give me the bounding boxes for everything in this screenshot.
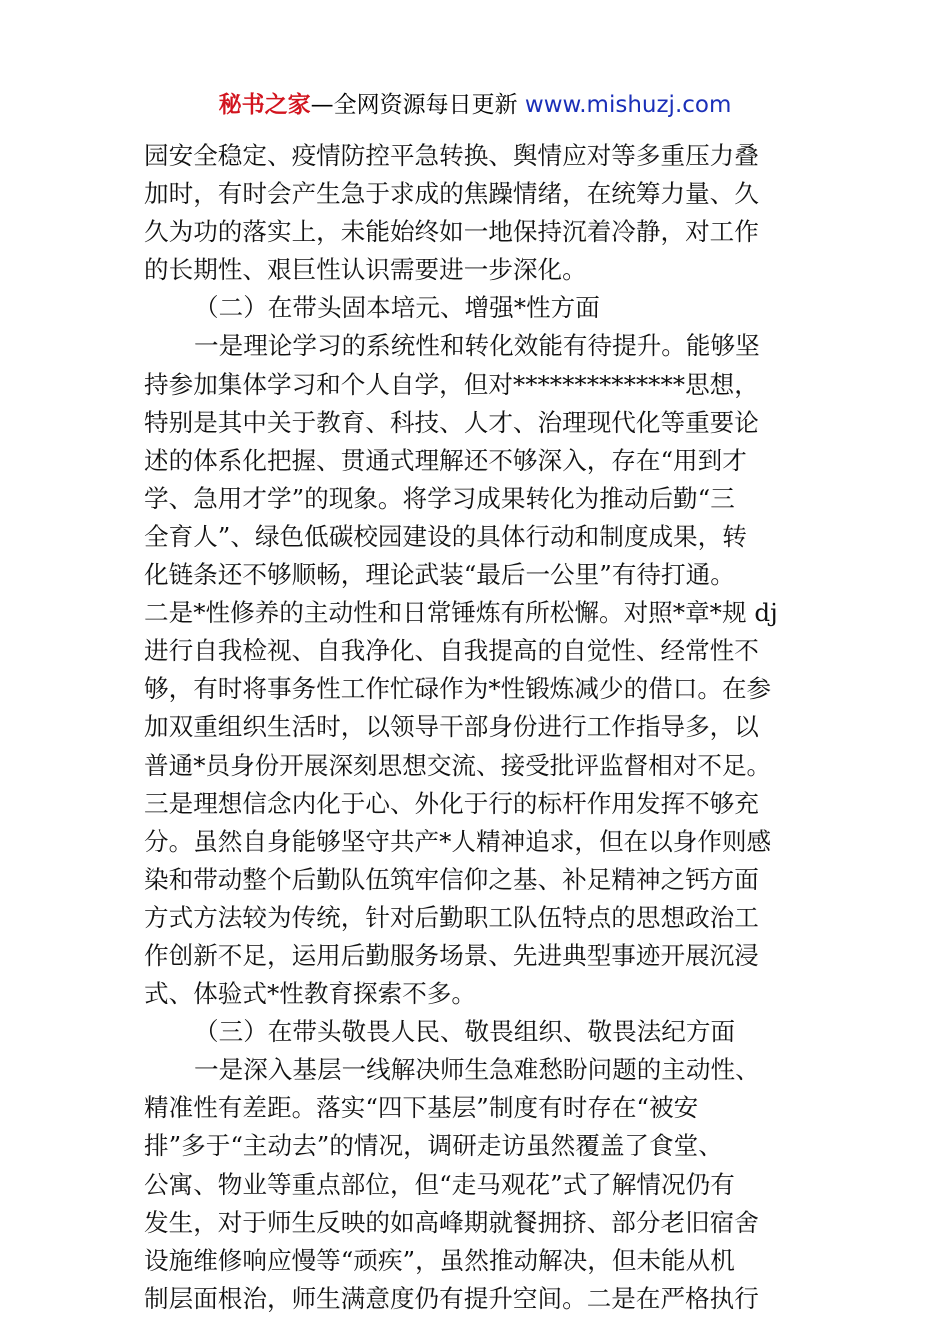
section-heading: （二）在带头固本培元、增强*性方面	[194, 293, 600, 323]
text-line: 特别是其中关于教育、科技、人才、治理现代化等重要论	[144, 407, 759, 437]
text-line: 精准性有差距。落实“四下基层”制度有时存在“被安	[144, 1093, 699, 1123]
text-line: 方式方法较为传统，针对后勤职工队伍特点的思想政治工	[144, 902, 759, 932]
text-line: 二是*性修养的主动性和日常锤炼有所松懈。对照*章*规 dj	[144, 598, 778, 628]
text-line: 作创新不足，运用后勤服务场景、先进典型事迹开展沉浸	[144, 940, 759, 970]
text-line: 一是理论学习的系统性和转化效能有待提升。能够坚	[194, 331, 760, 361]
text-line: 设施维修响应慢等“顽疾”，虽然推动解决，但未能从机	[144, 1245, 735, 1275]
text-line: 加时，有时会产生急于求成的焦躁情绪，在统筹力量、久	[144, 179, 759, 209]
text-line: 久为功的落实上，未能始终如一地保持沉着冷静，对工作	[144, 217, 759, 247]
document-body	[144, 137, 808, 1318]
text-line: 染和带动整个后勤队伍筑牢信仰之基、补足精神之钙方面	[144, 864, 759, 894]
text-line: 普通*员身份开展深刻思想交流、接受批评监督相对不足。	[144, 750, 772, 780]
text-line: 一是深入基层一线解决师生急难愁盼问题的主动性、	[194, 1055, 760, 1085]
text-line: 学、急用才学”的现象。将学习成果转化为推动后勤“三	[144, 483, 735, 513]
text-line: 园安全稳定、疫情防控平急转换、舆情应对等多重压力叠	[144, 141, 759, 170]
text-line: 持参加集体学习和个人自学，但对**************思想，	[144, 369, 759, 399]
text-line: 式、体验式*性教育探索不多。	[144, 979, 477, 1009]
text-line: 排”多于“主动去”的情况，调研走访虽然覆盖了食堂、	[144, 1131, 723, 1161]
text-line: 进行自我检视、自我净化、自我提高的自觉性、经常性不	[144, 636, 759, 666]
text-line: 发生，对于师生反映的如高峰期就餐拥挤、部分老旧宿舍	[144, 1207, 759, 1237]
section-heading: （三）在带头敬畏人民、敬畏组织、敬畏法纪方面	[194, 1017, 736, 1047]
text-line: 制层面根治，师生满意度仍有提升空间。二是在严格执行	[144, 1283, 759, 1313]
text-line: 够，有时将事务性工作忙碌作为*性锻炼减少的借口。在参	[144, 674, 772, 704]
text-line: 的长期性、艰巨性认识需要进一步深化。	[144, 255, 587, 285]
site-brand: 秘书之家	[218, 92, 311, 118]
text-line: 三是理想信念内化于心、外化于行的标杆作用发挥不够充	[144, 788, 759, 818]
text-line: 公寓、物业等重点部位，但“走马观花”式了解情况仍有	[144, 1169, 735, 1199]
site-slogan: —全网资源每日更新	[310, 92, 525, 118]
text-line: 化链条还不够顺畅，理论武装“最后一公里”有待打通。	[144, 560, 735, 590]
text-line: 全育人”、绿色低碳校园建设的具体行动和制度成果，转	[144, 521, 747, 551]
site-url-link[interactable]: www.mishuzj.com	[524, 92, 732, 118]
page-header	[0, 88, 950, 122]
text-line: 分。虽然自身能够坚守共产*人精神追求，但在以身作则感	[144, 826, 772, 856]
text-line: 加双重组织生活时，以领导干部身份进行工作指导多，以	[144, 712, 759, 742]
text-line: 述的体系化把握、贯通式理解还不够深入，存在“用到才	[144, 445, 747, 475]
